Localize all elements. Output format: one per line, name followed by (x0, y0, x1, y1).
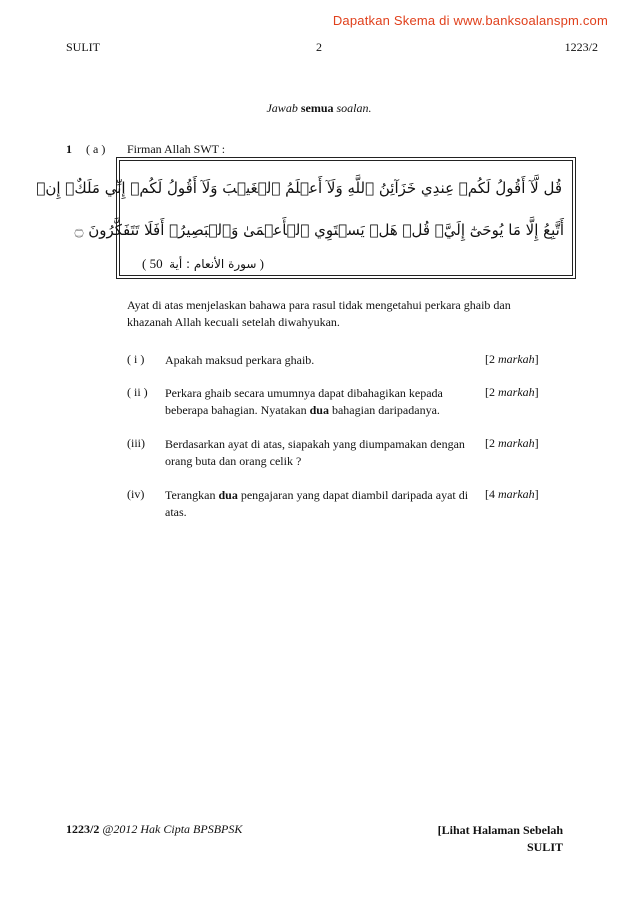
verse-reference (142, 256, 264, 272)
instruction-bold: semua (300, 101, 334, 115)
footer-copyright (66, 822, 242, 837)
verse-line-1: قُل لَّآ أَقُولُ لَكُمۡ عِندِي خَزَآئِنُ ٱللَّهِ وَلَآ أَعۡلَمُ ٱلۡغَيۡبَ وَلَآ أَقُولُ لَكُمۡ إِنِّي مَلَكٌۖ إِنۡ (36, 179, 562, 197)
ref-number: 50 (149, 256, 163, 271)
ref-close: ) (259, 256, 265, 271)
verse-line-2: أَتَّبِعُ إِلَّا مَا يُوحَىٰٓ إِلَيَّۚ قُلۡ هَلۡ يَسۡتَوِي ٱلۡأَعۡمَىٰ وَٱلۡبَصِيرُۚ أَفَلَا تَتَفَكَّرُونَ ۝ (74, 221, 564, 239)
instruction-pre: Jawab (266, 101, 301, 115)
instruction (0, 101, 638, 116)
instruction-post: soalan. (333, 101, 372, 115)
subquestion-4-number: (iv) (127, 487, 145, 501)
subquestion-2-mark: [2 markah] (485, 385, 539, 399)
subquestion-3-number: (iii) (127, 436, 145, 450)
subquestion-1-text: Apakah maksud perkara ghaib. (165, 353, 315, 367)
question-paragraph: Ayat di atas menjelaskan bahawa para rasul tidak mengetahui perkara ghaib dan khazanah Allah kecuali setelah diwahyukan. (127, 298, 511, 329)
footer-copyright-text: @2012 Hak Cipta BPSBPSK (99, 822, 243, 836)
subquestion-1-mark: [2 markah] (485, 352, 539, 366)
footer-next-page-line: [Lihat Halaman Sebelah (437, 823, 563, 837)
verse-box-inner (36, 160, 573, 276)
subquestion-3-mark: [2 markah] (485, 436, 539, 450)
subquestion-2-number: ( ii ) (127, 385, 148, 399)
footer-code: 1223/2 (66, 822, 100, 836)
subquestion-4-text: Terangkan dua pengajaran yang dapat diambil daripada ayat di atas. (165, 488, 469, 519)
ref-source: سورة الأنعام : أية (169, 257, 257, 271)
subquestion-2-text: Perkara ghaib secara umumnya dapat dibahagikan kepada beberapa bahagian. Nyatakan dua bahagian daripadanya. (165, 386, 443, 417)
ref-open: ( (142, 256, 147, 271)
watermark-link[interactable]: Dapatkan Skema di www.banksoalanspm.com (332, 13, 608, 28)
question-number: 1 (66, 142, 72, 156)
header-page-number: 2 (316, 40, 322, 54)
question-part: ( a ) (86, 142, 106, 156)
header-paper-code: 1223/2 (564, 40, 598, 54)
subquestion-3-text: Berdasarkan ayat di atas, siapakah yang diumpamakan dengan orang buta dan orang celik ? (165, 437, 465, 468)
subquestion-4-mark: [4 markah] (485, 487, 539, 501)
question-label: Firman Allah SWT : (127, 142, 226, 156)
header-classification: SULIT (66, 40, 100, 54)
subquestion-1-number: ( i ) (127, 352, 145, 366)
verse-box (36, 157, 576, 279)
footer-classification: SULIT (526, 840, 563, 854)
footer-next-page (438, 822, 563, 856)
